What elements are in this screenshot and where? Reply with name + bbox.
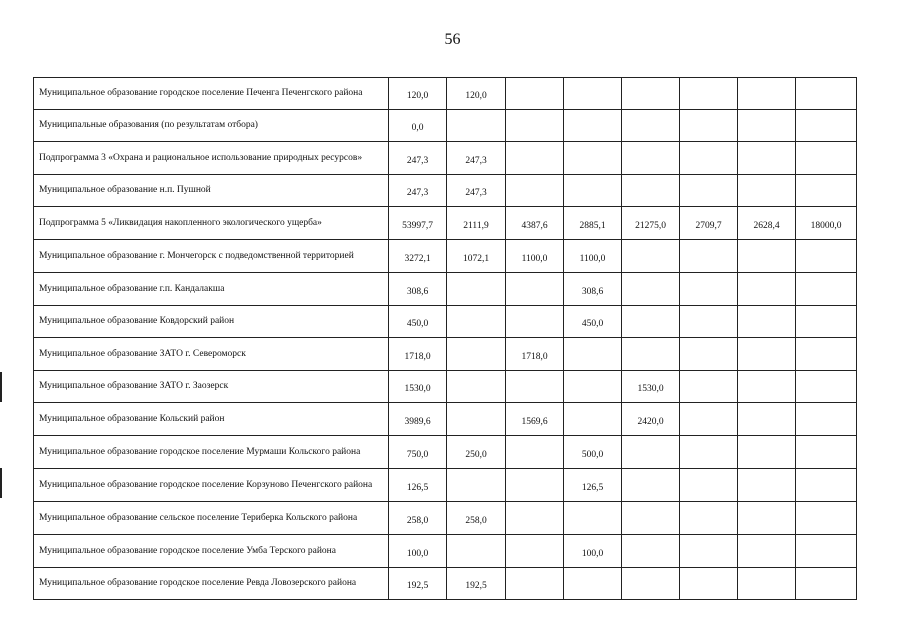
value-cell [447,306,506,338]
cell-value: 1100,0 [521,253,548,264]
value-cell [738,403,796,436]
value-cell [447,78,506,110]
value-cell [506,502,564,535]
value-cell [680,142,738,175]
table-body [34,78,857,600]
value-cell [622,306,680,338]
value-cell [622,78,680,110]
value-cell [506,436,564,469]
row-label: Муниципальное образование сельское поселение Териберка Кольского района [34,502,389,535]
value-cell [564,436,622,469]
page-number: 56 [444,31,461,48]
table-row [34,502,857,535]
value-cell [622,273,680,306]
cell-value: 247,3 [406,155,429,166]
value-cell [389,436,447,469]
value-cell [447,535,506,568]
value-cell [389,306,447,338]
value-cell [796,436,857,469]
value-cell [506,110,564,142]
value-cell [680,469,738,502]
value-cell [796,535,857,568]
value-cell [389,240,447,273]
cell-value: 120,0 [465,91,487,101]
value-cell [796,78,857,110]
value-cell [680,273,738,306]
value-cell [622,371,680,403]
value-cell [564,240,622,273]
value-cell [447,469,506,502]
table-row [34,175,857,207]
table-row [34,142,857,175]
value-cell [506,469,564,502]
value-cell [564,142,622,175]
table-row [34,469,857,502]
value-cell [680,78,738,110]
cell-value: 2628,4 [753,220,780,231]
cell-value: 308,6 [581,286,604,297]
value-cell [680,175,738,207]
value-cell [564,78,622,110]
value-cell [622,240,680,273]
value-cell [622,469,680,502]
value-cell [447,403,506,436]
cell-value: 450,0 [581,319,604,329]
value-cell [506,207,564,240]
value-cell [506,273,564,306]
cell-value: 247,3 [406,188,429,198]
value-cell [738,436,796,469]
value-cell [564,175,622,207]
cell-value: 2111,9 [463,220,489,231]
value-cell [622,535,680,568]
value-cell [738,338,796,371]
value-cell [738,142,796,175]
value-cell [506,175,564,207]
cell-value: 18000,0 [810,220,842,231]
table-row [34,306,857,338]
value-cell [680,207,738,240]
row-label: Муниципальное образование городское поселение Мурмаши Кольского района [34,436,389,469]
value-cell [447,142,506,175]
value-cell [796,273,857,306]
cell-value: 53997,7 [402,220,433,231]
value-cell [389,273,447,306]
value-cell [738,78,796,110]
value-cell [447,273,506,306]
value-cell [738,273,796,306]
cell-value: 500,0 [581,449,604,460]
value-cell [796,306,857,338]
row-label: Муниципальное образование г. Мончегорск с подведомственной территорией [34,240,389,273]
cell-value: 2420,0 [637,416,664,427]
value-cell [564,273,622,306]
cell-value: 21275,0 [635,220,666,231]
value-cell [564,338,622,371]
value-cell [738,568,796,600]
value-cell [447,240,506,273]
row-label: Муниципальное образование городское поселение Ревда Ловозерского района [34,568,389,600]
left-margin-mark [0,468,2,498]
value-cell [506,240,564,273]
value-cell [680,338,738,371]
value-cell [680,535,738,568]
cell-value: 247,3 [465,188,487,198]
value-cell [389,403,447,436]
value-cell [796,142,857,175]
value-cell [506,338,564,371]
value-cell [564,371,622,403]
cell-value: 258,0 [406,515,429,526]
table-row [34,535,857,568]
cell-value: 750,0 [406,449,429,460]
value-cell [796,338,857,371]
value-cell [389,207,447,240]
cell-value: 126,5 [406,482,429,493]
cell-value: 2885,1 [579,220,606,231]
value-cell [680,110,738,142]
cell-value: 1530,0 [404,384,431,394]
table-row [34,273,857,306]
value-cell [389,110,447,142]
left-margin-mark [0,372,2,402]
value-cell [564,110,622,142]
value-cell [447,175,506,207]
value-cell [680,502,738,535]
cell-value: 100,0 [406,548,429,559]
value-cell [622,338,680,371]
cell-value: 2709,7 [695,220,722,231]
value-cell [622,142,680,175]
table-row [34,110,857,142]
value-cell [564,568,622,600]
value-cell [389,568,447,600]
value-cell [389,142,447,175]
row-label: Муниципальное образование н.п. Пушной [34,175,389,207]
value-cell [738,110,796,142]
value-cell [447,110,506,142]
cell-value: 1100,0 [579,253,606,264]
value-cell [738,306,796,338]
cell-value: 258,0 [465,515,487,526]
value-cell [622,403,680,436]
cell-value: 1569,6 [521,416,548,427]
value-cell [796,110,857,142]
value-cell [389,535,447,568]
cell-value: 192,5 [406,581,429,591]
row-label: Муниципальное образование городское поселение Печенга Печенгского района [34,78,389,110]
table-row [34,568,857,600]
table-row [34,371,857,403]
row-label: Муниципальное образование Кольский район [34,403,389,436]
table-row [34,436,857,469]
value-cell [680,568,738,600]
cell-value: 4387,6 [521,220,548,231]
cell-value: 0,0 [411,123,424,133]
value-cell [622,568,680,600]
value-cell [389,469,447,502]
cell-value: 1530,0 [637,384,664,394]
value-cell [389,175,447,207]
value-cell [506,142,564,175]
value-cell [796,240,857,273]
value-cell [738,240,796,273]
value-cell [622,110,680,142]
value-cell [506,306,564,338]
value-cell [622,436,680,469]
value-cell [738,371,796,403]
value-cell [389,371,447,403]
value-cell [738,502,796,535]
value-cell [389,502,447,535]
value-cell [680,436,738,469]
cell-value: 308,6 [406,286,429,297]
row-label: Муниципальные образования (по результатам отбора) [34,110,389,142]
value-cell [738,207,796,240]
value-cell [447,371,506,403]
value-cell [680,371,738,403]
row-label: Подпрограмма 3 «Охрана и рациональное использование природных ресурсов» [34,142,389,175]
row-label: Муниципальное образование Ковдорский район [34,306,389,338]
value-cell [622,175,680,207]
cell-value: 1718,0 [521,351,548,362]
value-cell [447,436,506,469]
row-label: Муниципальное образование ЗАТО г. Заозерск [34,371,389,403]
cell-value: 247,3 [465,155,487,166]
value-cell [564,207,622,240]
table-row [34,240,857,273]
value-cell [506,78,564,110]
table-row [34,338,857,371]
value-cell [796,403,857,436]
value-cell [447,338,506,371]
cell-value: 250,0 [465,449,487,460]
value-cell [738,175,796,207]
value-cell [622,502,680,535]
value-cell [389,78,447,110]
table-row [34,207,857,240]
value-cell [447,502,506,535]
value-cell [506,403,564,436]
cell-value: 1072,1 [462,253,490,264]
row-label: Муниципальное образование г.п. Кандалакша [34,273,389,306]
cell-value: 100,0 [581,548,604,559]
row-label: Муниципальное образование ЗАТО г. Североморск [34,338,389,371]
cell-value: 450,0 [406,319,429,329]
value-cell [564,502,622,535]
value-cell [564,306,622,338]
value-cell [796,469,857,502]
row-label: Муниципальное образование городское поселение Умба Терского района [34,535,389,568]
cell-value: 192,5 [465,581,487,591]
value-cell [796,568,857,600]
value-cell [680,403,738,436]
value-cell [506,371,564,403]
value-cell [447,207,506,240]
value-cell [506,568,564,600]
cell-value: 3272,1 [404,253,431,264]
row-label: Подпрограмма 5 «Ликвидация накопленного экологического ущерба» [34,207,389,240]
value-cell [506,535,564,568]
cell-value: 1718,0 [404,351,431,362]
cell-value: 120,0 [406,91,429,101]
value-cell [738,535,796,568]
value-cell [389,338,447,371]
cell-value: 3989,6 [404,416,431,427]
value-cell [796,207,857,240]
value-cell [680,240,738,273]
table-row [34,78,857,110]
value-cell [564,535,622,568]
value-cell [622,207,680,240]
value-cell [680,306,738,338]
value-cell [796,175,857,207]
value-cell [564,469,622,502]
value-cell [796,502,857,535]
cell-value: 126,5 [581,482,604,493]
value-cell [738,469,796,502]
table-row [34,403,857,436]
budget-table [33,77,857,600]
row-label: Муниципальное образование городское поселение Корзуново Печенгского района [34,469,389,502]
value-cell [447,568,506,600]
value-cell [564,403,622,436]
value-cell [796,371,857,403]
